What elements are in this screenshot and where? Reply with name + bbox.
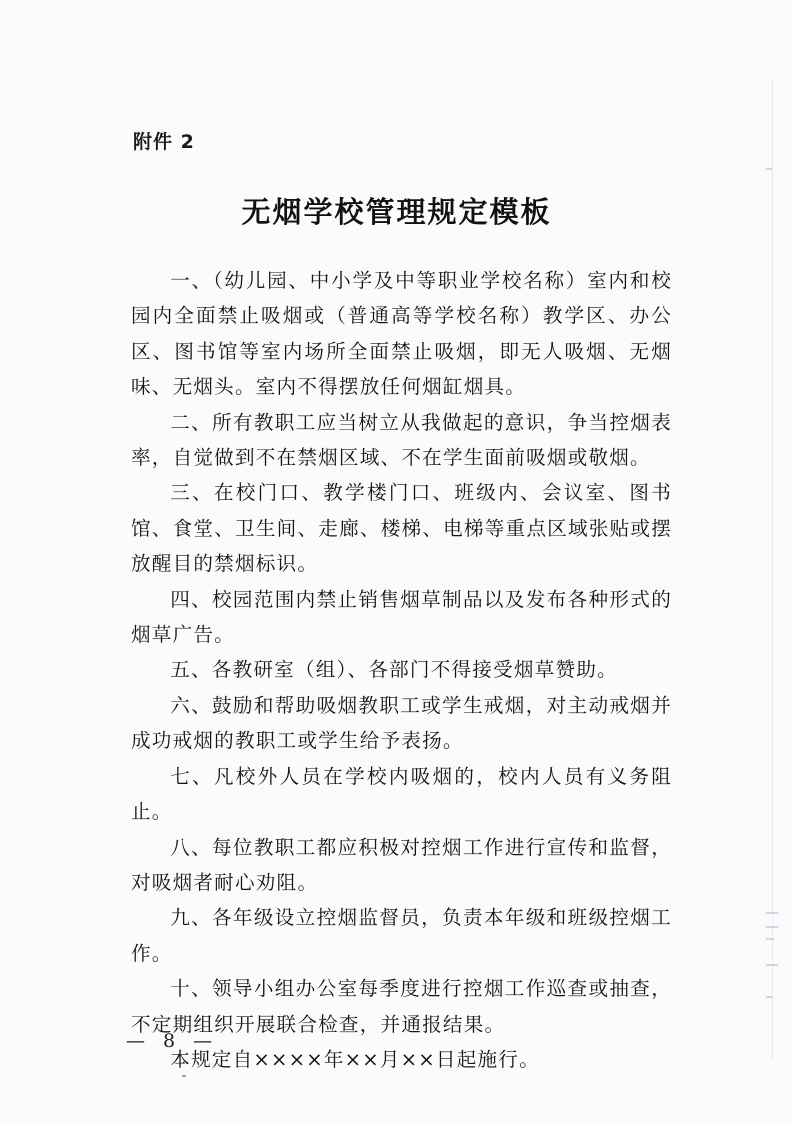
scan-speck [182, 1075, 186, 1077]
paragraph-7: 七、凡校外人员在学校内吸烟的，校内人员有义务阻止。 [131, 764, 672, 824]
paragraph-2: 二、所有教职工应当树立从我做起的意识，争当控烟表率，自觉做到不在禁烟区域、不在学生面前吸烟或敬烟。 [131, 410, 672, 470]
paragraph-5: 五、各教研室（组）、各部门不得接受烟草赞助。 [170, 658, 618, 682]
document-title: 无烟学校管理规定模板 [241, 195, 552, 229]
paragraph-6: 六、鼓励和帮助吸烟教职工或学生戒烟，对主动戒烟并成功戒烟的教职工或学生给予表扬。 [131, 693, 672, 753]
scan-mark [766, 168, 772, 170]
paragraph-1: 一、（幼儿园、中小学及中等职业学校名称）室内和校园内全面禁止吸烟或（普通高等学校名称）教学区、办公区、图书馆等室内场所全面禁止吸烟，即无人吸烟、无烟味、无烟头。室内不得摆放任何烟缸烟具。 [131, 269, 672, 399]
scan-mark [766, 964, 778, 966]
scan-mark [766, 996, 773, 998]
scan-mark [766, 912, 778, 914]
paragraph-9: 九、各年级设立控烟监督员，负责本年级和班级控烟工作。 [131, 906, 672, 965]
paragraph-8: 八、每位教职工都应积极对控烟工作进行宣传和监督，对吸烟者耐心劝阻。 [131, 835, 672, 894]
scan-mark [766, 926, 778, 928]
scan-mark [766, 938, 774, 940]
paragraph-3: 三、在校门口、教学楼门口、班级内、会议室、图书馆、食堂、卫生间、走廊、楼梯、电梯等重点区域张贴或摆放醒目的禁烟标识。 [131, 481, 672, 576]
document-body [131, 263, 672, 1077]
page-number: — 8 — [126, 1030, 219, 1052]
effective-date-paragraph: 本规定自××××年××月××日起施行。 [170, 1047, 540, 1071]
paragraph-4: 四、校园范围内禁止销售烟草制品以及发布各种形式的烟草广告。 [131, 587, 672, 647]
attachment-label: 附件 2 [133, 131, 195, 153]
paragraph-10: 十、领导小组办公室每季度进行控烟工作巡查或抽查，不定期组织开展联合检查，并通报结果。 [131, 977, 672, 1036]
